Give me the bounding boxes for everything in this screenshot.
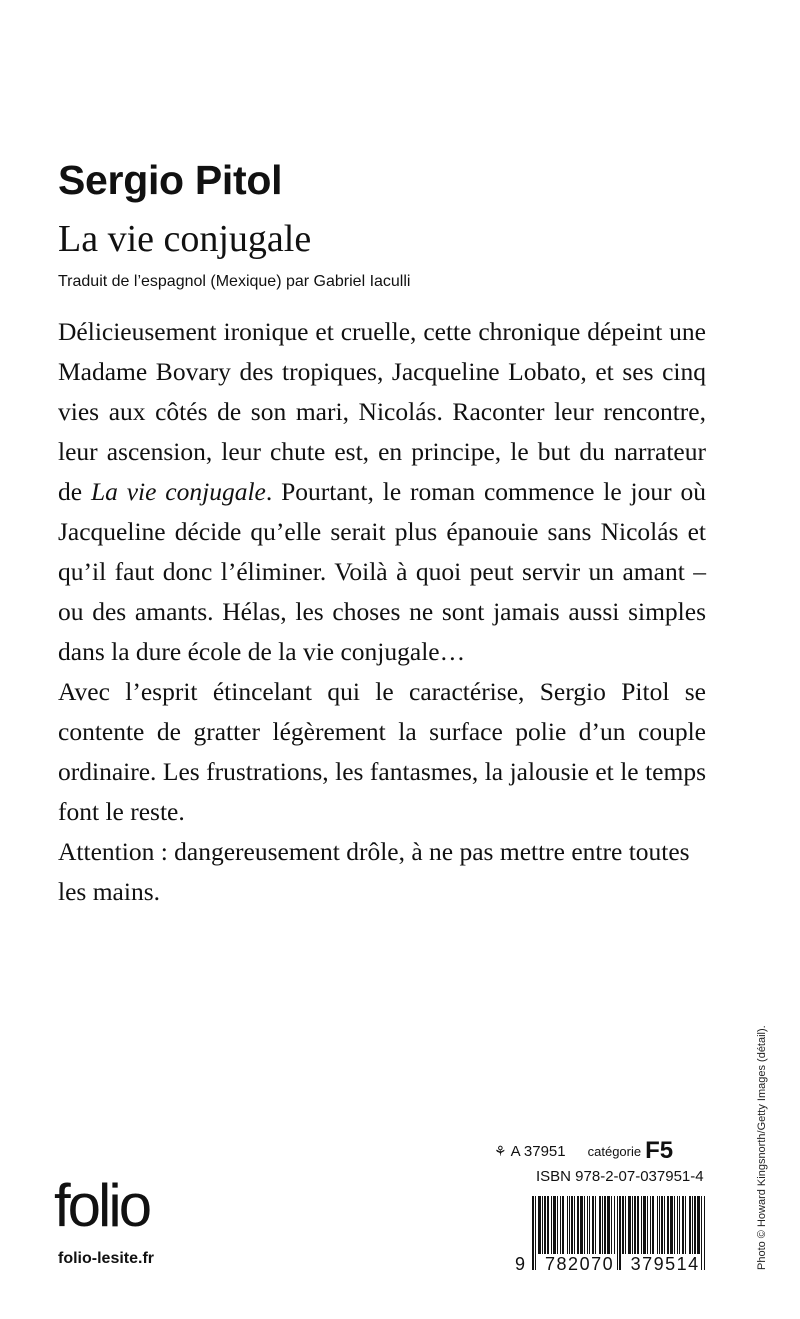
barcode-bar — [580, 1196, 583, 1254]
barcode-bar — [674, 1196, 675, 1254]
barcode-bar — [661, 1196, 663, 1254]
barcode-bar — [667, 1196, 669, 1254]
category-label: catégorie — [587, 1144, 642, 1159]
isbn-number: ISBN 978-2-07-037951-4 — [536, 1168, 704, 1185]
barcode-bar — [632, 1196, 633, 1254]
barcode-bar — [682, 1196, 684, 1254]
barcode-bar — [553, 1196, 556, 1254]
barcode-bar — [557, 1196, 558, 1254]
barcode-bar — [604, 1196, 606, 1254]
gallimard-monogram-icon: ⚘ — [494, 1143, 507, 1159]
barcode-bar — [650, 1196, 651, 1254]
photo-credit: Photo © Howard Kingsnorth/Getty Images (détail). — [756, 1025, 768, 1270]
barcode-bar — [643, 1196, 646, 1254]
barcode-right-group: 379514 — [630, 1254, 700, 1274]
blurb-paragraph-2: Avec l’esprit étincelant qui le caractérise, Sergio Pitol se contente de gratter légèrement la surface polie d’un couple ordinaire. Les frustrations, les fantasmes, la jalousie et le temps font le reste. — [58, 677, 706, 826]
book-title-inline: La vie conjugale — [90, 477, 266, 506]
barcode-bar — [628, 1196, 631, 1254]
barcode-bar — [538, 1196, 541, 1254]
barcode-bar — [592, 1196, 594, 1254]
author-name: Sergio Pitol — [58, 157, 283, 203]
barcode-bar — [664, 1196, 665, 1254]
folio-logo: folio — [54, 1172, 150, 1239]
barcode-bar — [689, 1196, 691, 1254]
back-cover-blurb — [58, 312, 706, 912]
barcode-bar — [694, 1196, 696, 1254]
barcode-bar — [571, 1196, 573, 1254]
barcode-bar — [577, 1196, 579, 1254]
barcode-bar — [584, 1196, 585, 1254]
barcode-bar — [607, 1196, 610, 1254]
barcode-digits — [514, 1254, 710, 1275]
blurb-paragraph-1: Délicieusement ironique et cruelle, cette chronique dépeint une Madame Bovary des tropiques, Jacqueline Lobato, et ses cinq vies aux côtés de son mari, Nicolás. Raconter leur rencontre, leur ascension, leur chute est, en principe, le but du narrateur de La vie conjugale. Pourtant, le roman commence le jour où Jacqueline décide qu’elle serait plus épanouie sans Nicolás et qu’il faut donc l’éliminer. Voilà à quoi peut servir un amant – ou des amants. Hélas, les choses ne sont jamais aussi simples dans la dure école de la vie conjugale… — [58, 317, 706, 666]
barcode-bar — [625, 1196, 626, 1254]
book-title: La vie conjugale — [58, 218, 312, 260]
barcode-bar — [611, 1196, 612, 1254]
ean-barcode — [514, 1196, 710, 1274]
barcode-bar — [652, 1196, 654, 1254]
barcode-bar — [560, 1196, 561, 1254]
barcode-bar — [647, 1196, 648, 1254]
barcode-bar — [544, 1196, 546, 1254]
barcode-bar — [622, 1196, 624, 1254]
barcode-bar — [551, 1196, 552, 1254]
barcode-bar — [692, 1196, 693, 1254]
barcode-bar — [614, 1196, 615, 1254]
barcode-bar — [657, 1196, 658, 1254]
barcode-bar — [547, 1196, 549, 1254]
barcode-bar — [595, 1196, 596, 1254]
barcode-bar — [562, 1196, 564, 1254]
barcode-bar — [679, 1196, 680, 1254]
barcode-bar — [670, 1196, 673, 1254]
barcode-left-group: 782070 — [545, 1254, 615, 1274]
barcode-bar — [637, 1196, 639, 1254]
barcode-bar — [634, 1196, 636, 1254]
barcode-bar — [659, 1196, 660, 1254]
translator-credit: Traduit de l’espagnol (Mexique) par Gabriel Iaculli — [58, 273, 411, 290]
catalog-line — [494, 1137, 673, 1165]
category-code: F5 — [645, 1137, 674, 1164]
barcode-bar — [589, 1196, 590, 1254]
barcode-bar — [641, 1196, 642, 1254]
barcode-bar — [697, 1196, 700, 1254]
barcode-first-digit: 9 — [515, 1254, 527, 1274]
barcode-bar — [569, 1196, 570, 1254]
barcode-bar — [599, 1196, 601, 1254]
publisher-website: folio-lesite.fr — [58, 1250, 155, 1267]
catalog-reference: A 37951 — [510, 1143, 566, 1160]
barcode-bar — [574, 1196, 575, 1254]
barcode-bar — [587, 1196, 588, 1254]
barcode-bar — [685, 1196, 686, 1254]
barcode-bar — [542, 1196, 543, 1254]
blurb-paragraph-3: Attention : dangereusement drôle, à ne pas mettre entre toutes les mains. — [58, 837, 690, 906]
barcode-bar — [567, 1196, 568, 1254]
barcode-bar — [677, 1196, 678, 1254]
barcode-bar — [602, 1196, 603, 1254]
